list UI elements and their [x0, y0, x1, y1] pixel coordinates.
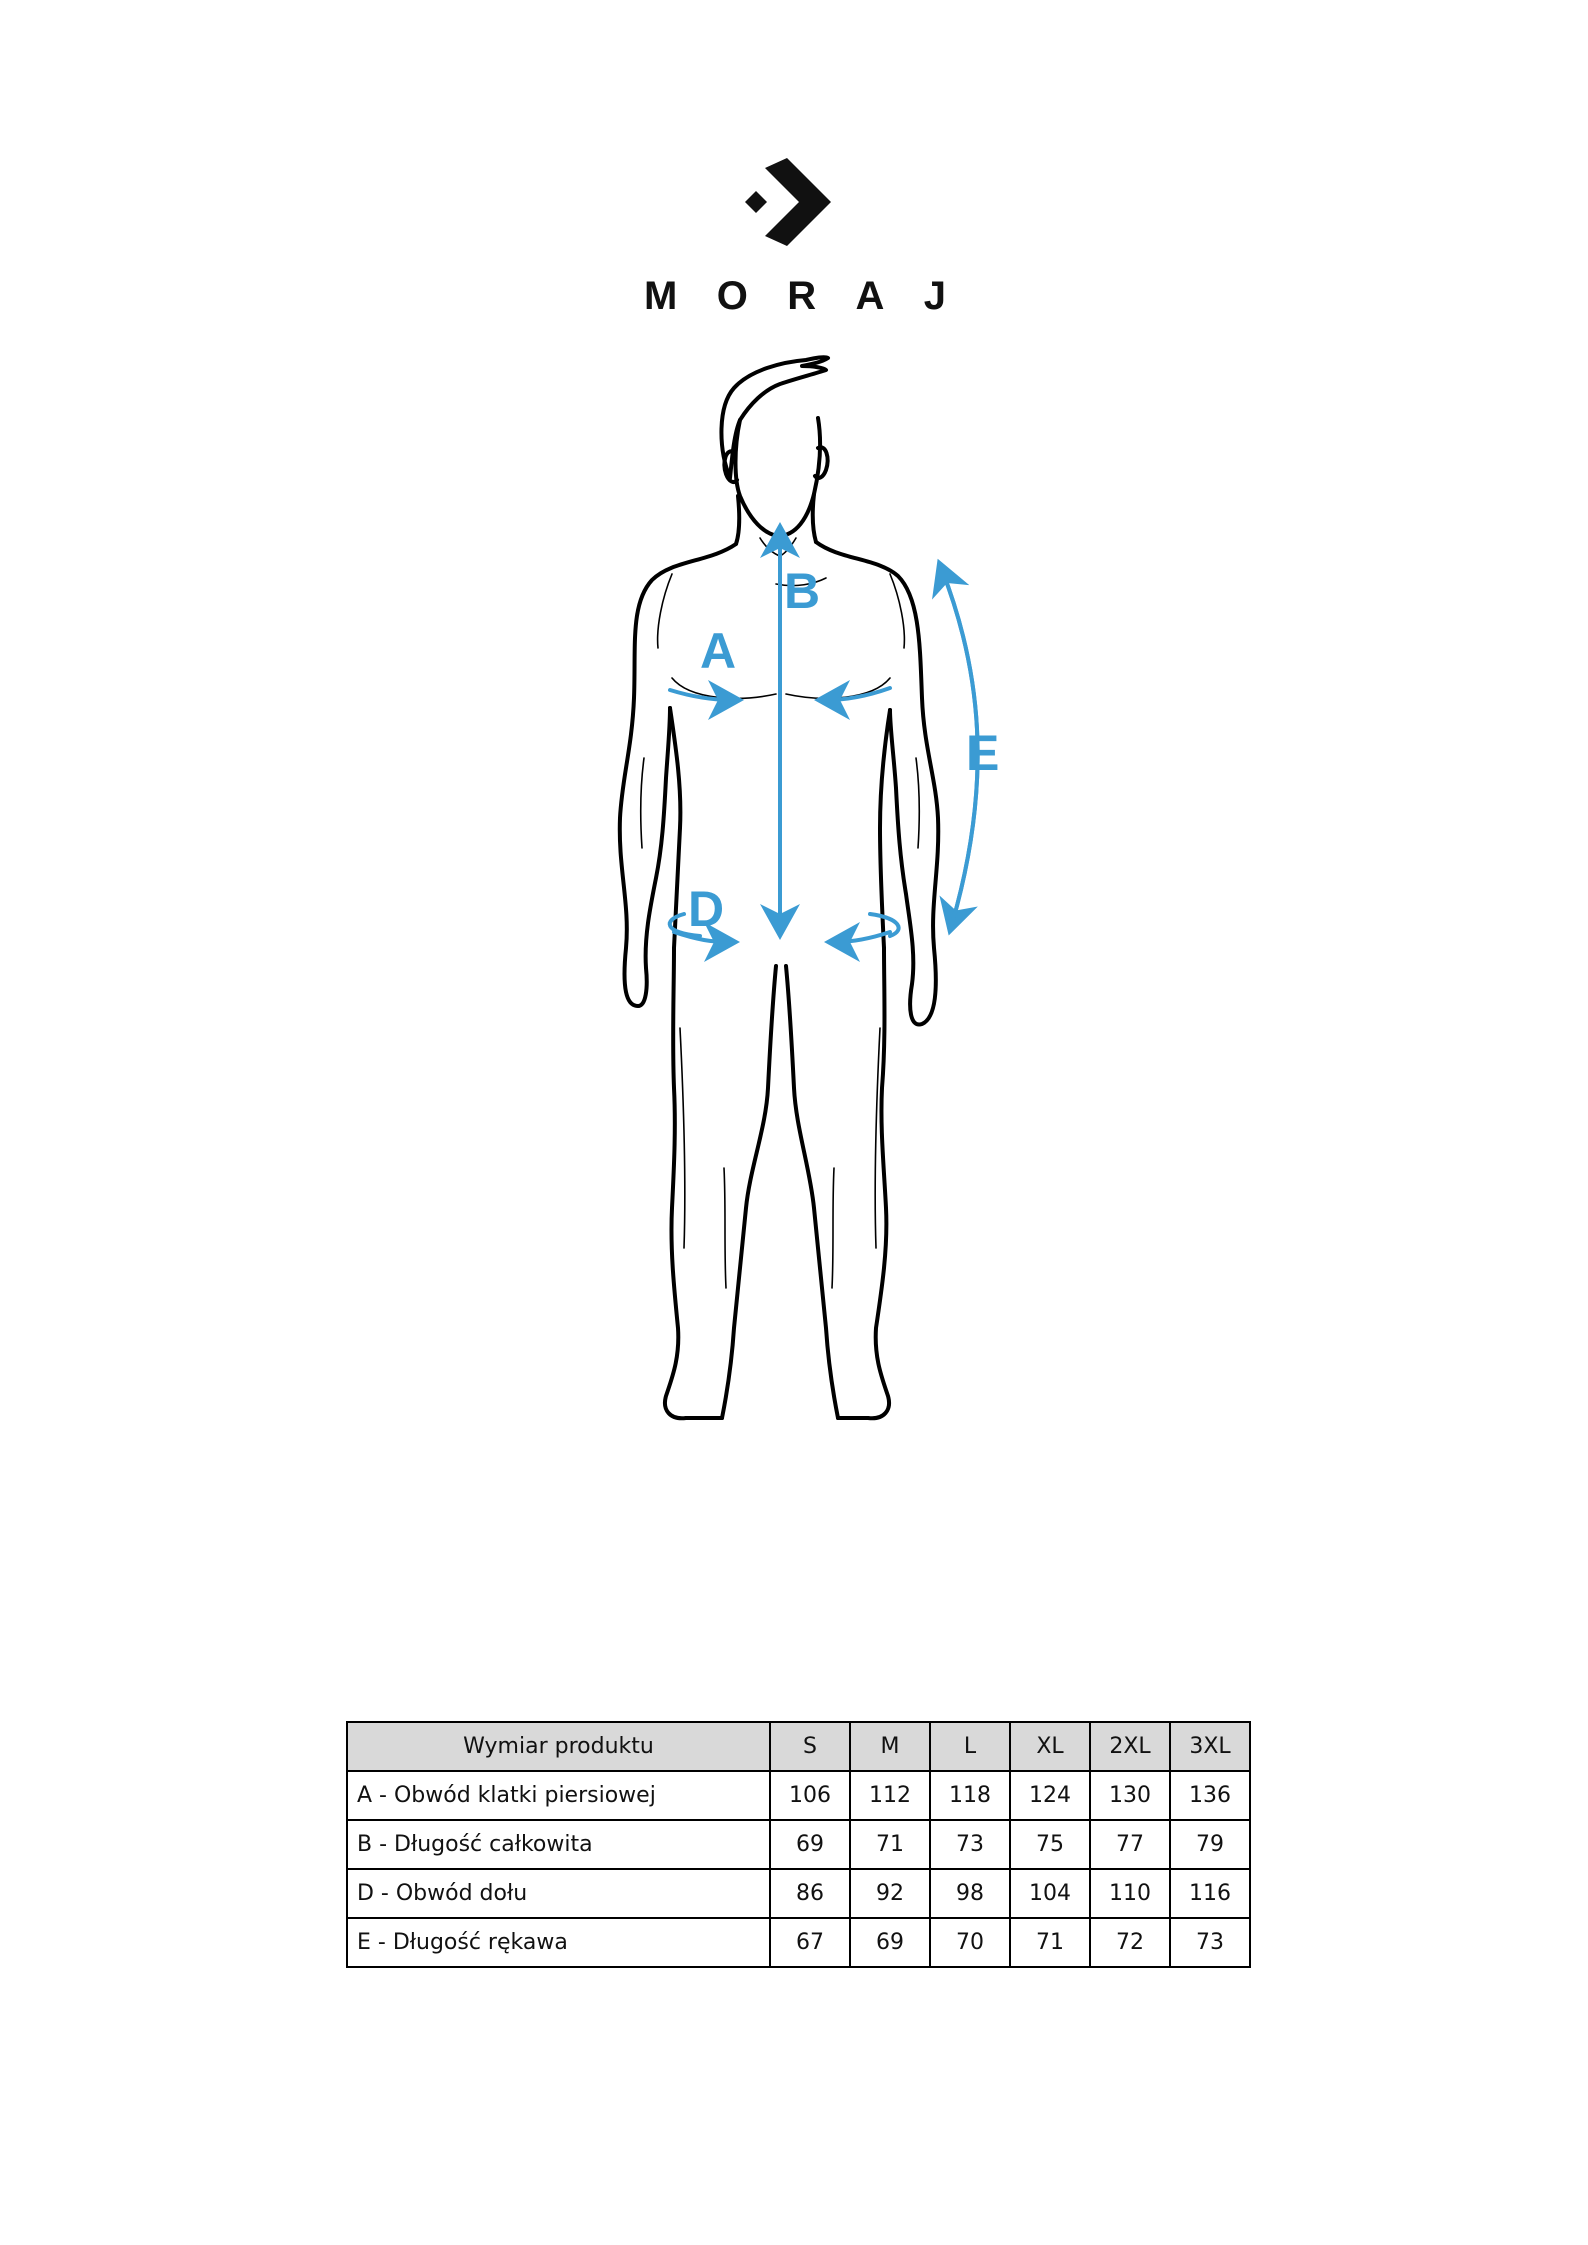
- table-cell: 116: [1170, 1869, 1250, 1918]
- brand-logo-icon: [745, 158, 843, 246]
- table-cell: 72: [1090, 1918, 1170, 1967]
- label-e: E: [966, 725, 1000, 781]
- table-cell: 77: [1090, 1820, 1170, 1869]
- table-cell: 70: [930, 1918, 1010, 1967]
- wordmark-letter: O: [716, 273, 748, 318]
- table-row: [347, 1918, 1250, 1967]
- wordmark-letter: A: [855, 273, 885, 318]
- wordmark-letter: M: [644, 273, 678, 318]
- table-cell: 69: [850, 1918, 930, 1967]
- arrow-a-right: [826, 688, 890, 700]
- measurement-labels: [688, 563, 999, 937]
- row-label: B - Długość całkowita: [347, 1820, 770, 1869]
- label-a: A: [700, 623, 737, 679]
- table-cell: 71: [1010, 1918, 1090, 1967]
- row-label: D - Obwód dołu: [347, 1869, 770, 1918]
- table-cell: 136: [1170, 1771, 1250, 1820]
- table-row: [347, 1820, 1250, 1869]
- table-cell: 118: [930, 1771, 1010, 1820]
- table-cell: 106: [770, 1771, 850, 1820]
- table-cell: 75: [1010, 1820, 1090, 1869]
- wordmark-letter: R: [787, 273, 817, 318]
- header-size: 2XL: [1090, 1722, 1170, 1771]
- table-cell: 86: [770, 1869, 850, 1918]
- table-cell: 92: [850, 1869, 930, 1918]
- table-row: [347, 1869, 1250, 1918]
- table-cell: 130: [1090, 1771, 1170, 1820]
- table-cell: 110: [1090, 1869, 1170, 1918]
- header-size: 3XL: [1170, 1722, 1250, 1771]
- table-cell: 104: [1010, 1869, 1090, 1918]
- table-cell: 71: [850, 1820, 930, 1869]
- table-cell: 112: [850, 1771, 930, 1820]
- row-label: A - Obwód klatki piersiowej: [347, 1771, 770, 1820]
- header-size: L: [930, 1722, 1010, 1771]
- size-chart-table: [346, 1721, 1251, 1968]
- label-d: D: [688, 881, 725, 937]
- table-row: [347, 1771, 1250, 1820]
- table-cell: 69: [770, 1820, 850, 1869]
- wordmark-letter: J: [923, 273, 946, 318]
- table-cell: 98: [930, 1869, 1010, 1918]
- header-size: S: [770, 1722, 850, 1771]
- header-dimension: Wymiar produktu: [347, 1722, 770, 1771]
- table-cell: 79: [1170, 1820, 1250, 1869]
- header-size: M: [850, 1722, 930, 1771]
- table-cell: 73: [930, 1820, 1010, 1869]
- brand-wordmark: [644, 270, 946, 322]
- table-cell: 67: [770, 1918, 850, 1967]
- table-cell: 73: [1170, 1918, 1250, 1967]
- body-measurement-figure: [600, 348, 1020, 1538]
- header-size: XL: [1010, 1722, 1090, 1771]
- table-cell: 124: [1010, 1771, 1090, 1820]
- label-b: B: [784, 563, 821, 619]
- table-header-row: [347, 1722, 1250, 1771]
- row-label: E - Długość rękawa: [347, 1918, 770, 1967]
